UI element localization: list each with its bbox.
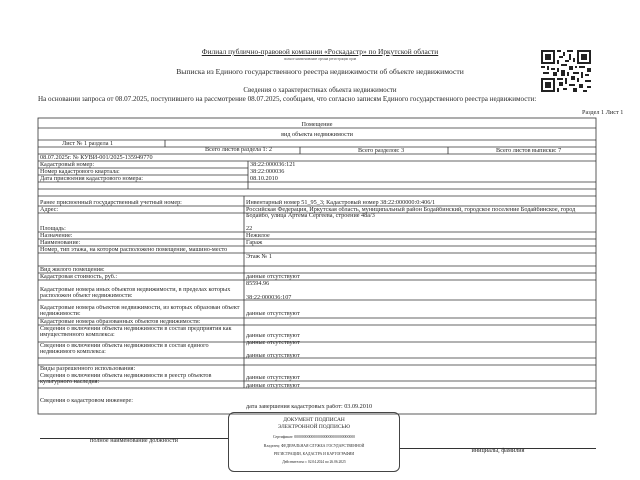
row-assign-date-value: 08.10.2010 bbox=[250, 175, 278, 182]
sheets-total: Всего листов раздела 1: 2 bbox=[205, 146, 272, 153]
stamp-certificate: Сертификат: 00000000000000000000000000000000 bbox=[272, 435, 356, 439]
sheet-info: Лист № 1 раздела 1 bbox=[62, 140, 114, 147]
qr-code-icon bbox=[541, 50, 591, 92]
row-assign-date-label: Дата присвоения кадастрового номера: bbox=[40, 175, 143, 182]
e-signature-stamp bbox=[228, 412, 400, 472]
row-label: Кадастровая стоимость, руб.: bbox=[40, 274, 118, 280]
date-number: 08.07.2025г. № КУВИ-001/2025-135949770 bbox=[40, 154, 153, 161]
row-value: Нежилое bbox=[246, 233, 270, 239]
section-label: Раздел 1 Лист 1 bbox=[582, 109, 624, 116]
row-label: Сведения о кадастровом инженере: bbox=[40, 398, 133, 404]
row-label: Кадастровые номера объектов недвижимости, из которых образован объект недвижимости: bbox=[40, 305, 240, 318]
row-label: Сведения о включении объекта недвижимости в состав единого недвижимого комплекса: bbox=[40, 343, 209, 356]
stamp-title-2: ЭЛЕКТРОННОЙ ПОДПИСЬЮ bbox=[277, 424, 351, 430]
authority-name: Филиал публично-правовой компании «Роскадастр» по Иркутской области bbox=[201, 47, 439, 56]
row-label: Площадь: bbox=[40, 226, 66, 232]
row-label: Виды разрешенного использования: bbox=[40, 366, 136, 372]
position-caption: полное наименование должности bbox=[90, 437, 178, 444]
row-cadastral-number-value: 38:22:000036:121 bbox=[250, 161, 296, 168]
row-label: Наименование: bbox=[40, 240, 81, 246]
row-quarter-value: 38:22:000036 bbox=[250, 168, 285, 175]
row-value: Гараж bbox=[246, 240, 263, 246]
row-value: Этаж № 1 bbox=[246, 254, 272, 260]
row-label: Назначение: bbox=[40, 233, 73, 239]
row-label: Номер, тип этажа, на котором расположено помещение, машино-место bbox=[40, 247, 228, 253]
object-type: Помещение bbox=[301, 121, 333, 128]
stamp-validity: Действителен: с 02.04.2024 по 26.06.2025 bbox=[282, 460, 346, 464]
row-label: Сведения о включении объекта недвижимости в состав предприятия как имущественного комплекса: bbox=[40, 326, 232, 339]
authority-caption: полное наименование органа регистрации прав bbox=[283, 57, 357, 61]
row-value: данные отсутствуют bbox=[246, 274, 300, 280]
stamp-owner-cont: РЕГИСТРАЦИИ, КАДАСТРА И КАРТОГРАФИИ bbox=[273, 452, 355, 456]
row-label: Сведения о включении объекта недвижимости в реестр объектов культурного наследия: bbox=[40, 373, 212, 386]
row-value: Инвентарный номер 51_95_3; Кадастровый номер 38:22:000000:0:406/1 bbox=[246, 200, 436, 206]
document-title: Выписка из Единого государственного реестра недвижимости об объекте недвижимости bbox=[176, 67, 464, 76]
row-label: Адрес: bbox=[40, 207, 59, 213]
row-label: Кадастровые номера образованных объектов недвижимости: bbox=[40, 319, 201, 325]
row-value: Российская Федерация, Иркутская область, муниципальный район Бодайбинский, городское поселение Бодайбинское, город Бодайбо, улица Артема Сергеева, строение 48а/3 bbox=[246, 207, 576, 220]
row-value: данные отсутствуют bbox=[246, 311, 300, 317]
stamp-title-1: ДОКУМЕНТ ПОДПИСАН bbox=[283, 417, 345, 423]
row-value: 22 bbox=[246, 226, 253, 232]
section-title: Сведения о характеристиках объекта недвижимости bbox=[243, 87, 397, 94]
row-value: данные отсутствуют bbox=[246, 375, 300, 381]
row-quarter-label: Номер кадастрового квартала: bbox=[40, 168, 120, 175]
row-label: Ранее присвоенный государственный учетный номер: bbox=[40, 200, 182, 206]
row-value: 38:22:000036:107 bbox=[246, 295, 292, 301]
row-value: данные отсутствуют bbox=[246, 383, 300, 389]
row-cadastral-number-label: Кадастровый номер: bbox=[40, 161, 95, 168]
signature-caption: инициалы, фамилия bbox=[471, 447, 525, 454]
stamp-owner: Владелец: ФЕДЕРАЛЬНАЯ СЛУЖБА ГОСУДАРСТВЕННОЙ bbox=[263, 444, 365, 448]
row-label: Кадастровые номера иных объектов недвижимости, в пределах которых расположен объект недвижимости: bbox=[40, 287, 231, 300]
object-type-caption: вид объекта недвижимости bbox=[281, 131, 353, 138]
row-value: 85594.96 bbox=[246, 281, 270, 287]
row-value: данные отсутствуют bbox=[246, 333, 300, 339]
row-value: данные отсутствуют bbox=[246, 353, 300, 359]
intro-text: На основании запроса от 08.07.2025, поступившего на рассмотрение 08.07.2025, сообщаем, что согласно записям Единого государственного реестра недвижимости: bbox=[38, 95, 537, 103]
row-label: Вид жилого помещения: bbox=[40, 267, 105, 273]
sections-total: Всего разделов: 3 bbox=[358, 147, 405, 154]
row-value: дата завершения кадастровых работ: 03.09.2010 bbox=[246, 404, 373, 410]
extract-sheets-total: Всего листов выписки: 7 bbox=[496, 147, 562, 154]
row-value: данные отсутствуют bbox=[246, 340, 300, 346]
